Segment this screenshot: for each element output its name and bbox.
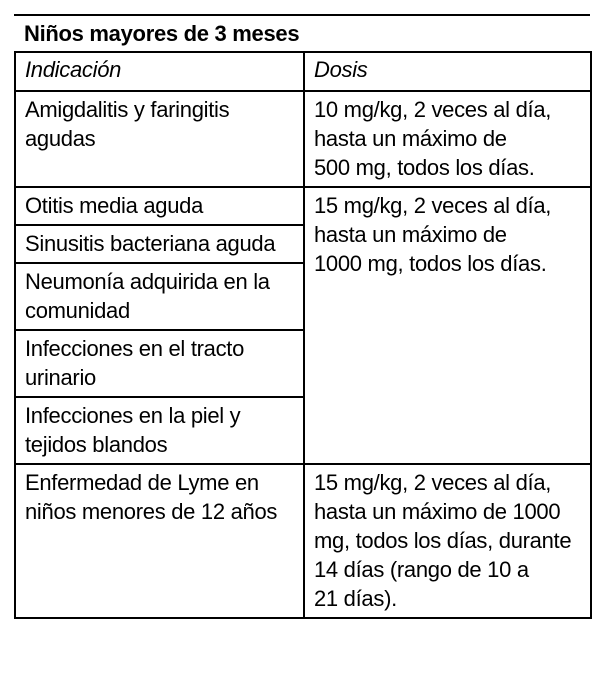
indicacion-cell: Sinusitis bacteriana aguda <box>15 225 304 263</box>
indicacion-cell: Infecciones en el tracto urinario <box>15 330 304 397</box>
dosis-cell: 15 mg/kg, 2 veces al día, hasta un máximo de 1000 mg, todos los días, durante 14 días (rango de 10 a 21 días). <box>304 464 591 618</box>
indicacion-cell: Enfermedad de Lyme en niños menores de 12 años <box>15 464 304 618</box>
dosis-cell: 10 mg/kg, 2 veces al día, hasta un máximo de 500 mg, todos los días. <box>304 91 591 187</box>
indicacion-cell: Neumonía adquirida en la comunidad <box>15 263 304 330</box>
header-indicacion: Indicación <box>15 52 304 91</box>
header-dosis: Dosis <box>304 52 591 91</box>
dosage-table-section <box>14 14 590 619</box>
dosis-cell-merged: 15 mg/kg, 2 veces al día, hasta un máximo de 1000 mg, todos los días. <box>304 187 591 464</box>
table-row <box>15 91 591 187</box>
table-header-row <box>15 52 591 91</box>
indicacion-cell: Amigdalitis y faringitis agudas <box>15 91 304 187</box>
indicacion-cell: Otitis media aguda <box>15 187 304 225</box>
table-caption: Niños mayores de 3 meses <box>24 21 300 46</box>
indicacion-cell: Infecciones en la piel y tejidos blandos <box>15 397 304 464</box>
table-row <box>15 187 591 225</box>
dosage-table <box>14 51 592 619</box>
table-row <box>15 464 591 618</box>
